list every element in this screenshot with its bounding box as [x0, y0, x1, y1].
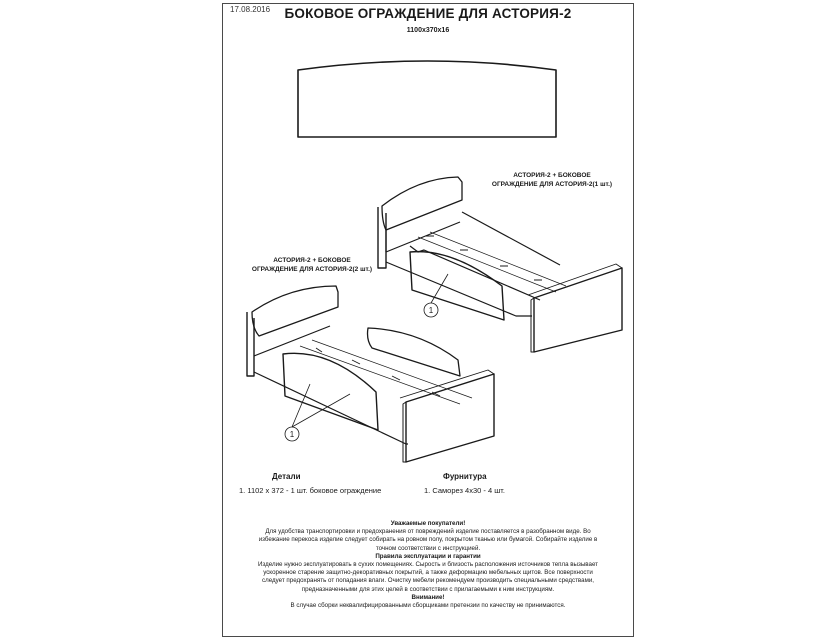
- notes-greeting: Уважаемые покупатели!: [390, 520, 466, 527]
- marker-label-left: 1: [289, 430, 295, 439]
- notes-intro-line-2: избежание перекоса изделие следует собирать на ровном полу, покрытом тканью или бумагой. Собирайте изделие в: [258, 536, 598, 544]
- bed-right-illustration: [378, 177, 622, 352]
- customer-notes: [228, 520, 628, 610]
- parts-item: 1. 1102 х 372 - 1 шт. боковое ограждение: [239, 486, 382, 495]
- hardware-heading: Фурнитура: [443, 472, 487, 481]
- notes-rules-line-1: Изделие нужно эксплуатировать в сухих помещениях. Сырость и близость расположения источников тепла вызывает: [257, 561, 599, 569]
- document-date: 17.08.2016: [230, 5, 271, 14]
- notes-rules-line-2: ускоренное старение защитно-декоративных покрытий, а также деформацию мебельных щитов. Все поверхности: [263, 569, 593, 577]
- notes-attention: Внимание!: [411, 593, 445, 601]
- notes-rules-heading: Правила эксплуатации и гарантии: [375, 552, 481, 560]
- callout-right: [474, 172, 630, 189]
- hardware-item: 1. Саморез 4х30 - 4 шт.: [424, 486, 505, 495]
- notes-intro-line-1: Для удобства транспортировки и предохранения от повреждений изделие поставляется в разобранном виде. Во: [265, 528, 591, 536]
- panel-dimensions: 1100x370x16: [406, 27, 450, 34]
- notes-rules-line-3: следует предохранять от попадания влаги. Очистку мебели рекомендуем производить специальными средствами,: [261, 577, 595, 585]
- notes-intro-line-3: точном соответствии с инструкцией.: [375, 544, 481, 552]
- callout-right-line-2: ОГРАЖДЕНИЕ ДЛЯ АСТОРИЯ-2(1 шт.): [491, 180, 613, 188]
- callout-right-line-1: АСТОРИЯ-2 + БОКОВОЕ: [513, 172, 591, 179]
- bed-left-illustration: [247, 286, 494, 462]
- callout-left: [234, 257, 390, 274]
- page-title: БОКОВОЕ ОГРАЖДЕНИЕ ДЛЯ АСТОРИЯ-2: [284, 6, 572, 21]
- parts-heading: Детали: [272, 472, 301, 481]
- callout-left-line-1: АСТОРИЯ-2 + БОКОВОЕ: [273, 257, 351, 264]
- notes-warning: В случае сборки неквалифицированными сборщиками претензии по качеству не принимаются.: [290, 602, 566, 610]
- side-panel-outline: [298, 61, 556, 137]
- marker-label-right: 1: [428, 306, 434, 315]
- callout-left-line-2: ОГРАЖДЕНИЕ ДЛЯ АСТОРИЯ-2(2 шт.): [251, 265, 373, 273]
- notes-rules-line-4: предназначенными для этих целей в соответствии с прилагаемыми к ним инструкциям.: [301, 585, 555, 593]
